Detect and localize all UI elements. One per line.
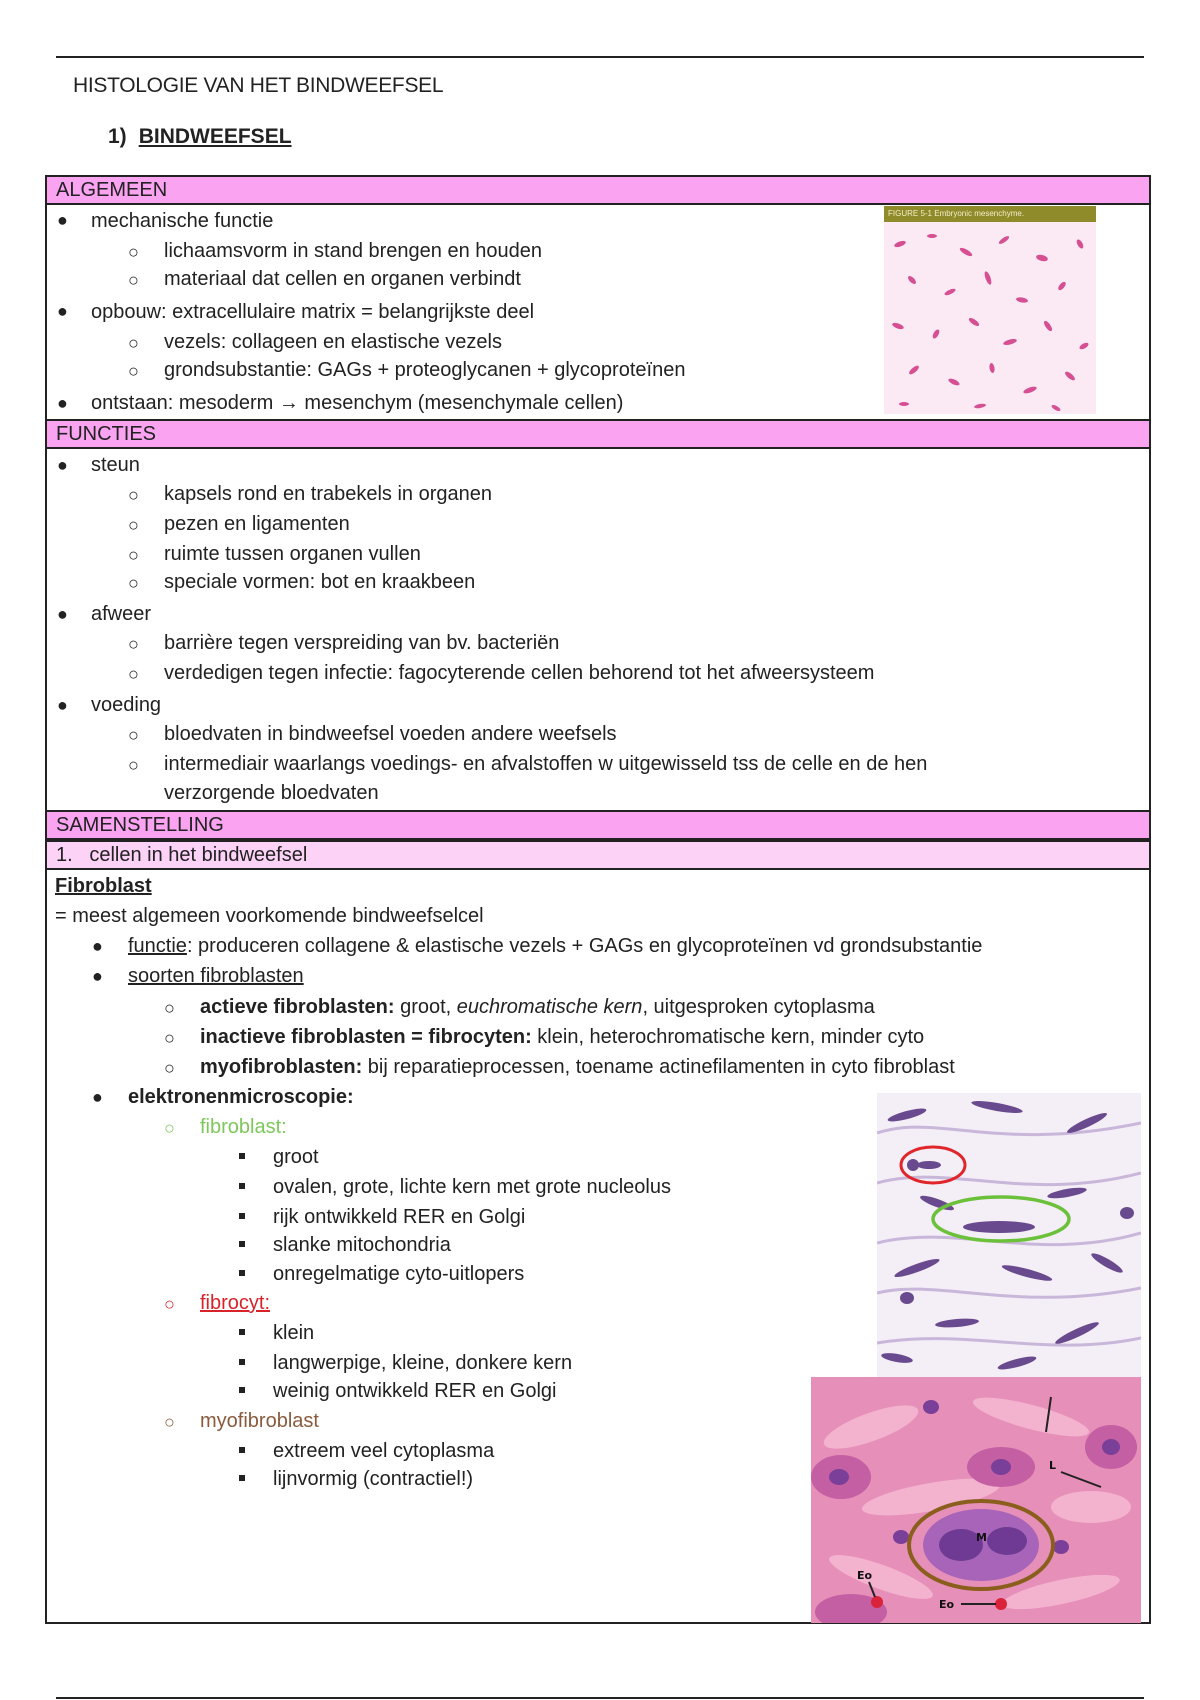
bullet-dot: ● [57,695,68,715]
mesenchyme-micrograph [884,222,1096,414]
fibroblast-title: Fibroblast [55,875,152,897]
bottom-rule [56,1697,1144,1699]
circle-bullet: ○ [128,515,139,535]
sub-heading-text: cellen in het bindweefsel [89,844,308,866]
list-item: onregelmatige cyto-uitlopers [273,1263,525,1285]
section-heading [108,125,292,149]
list-item: barrière tegen verspreiding van bv. bacteriën [164,632,560,654]
list-item: intermediair waarlangs voedings- en afvalstoffen w uitgewisseld tss de celle en de hen [164,753,928,775]
circle-bullet: ○ [164,1058,175,1078]
myo-label: myofibroblasten: [200,1056,363,1078]
circle-bullet: ○ [128,333,139,353]
circle-bullet: ○ [128,361,139,381]
myofibroblast-micrograph [811,1377,1141,1623]
bullet-dot: ● [57,393,68,413]
circle-bullet: ○ [164,998,175,1018]
actief-line [200,994,875,1020]
bullet-dot: ● [92,936,103,956]
square-bullet [239,1213,245,1219]
circle-bullet: ○ [128,573,139,593]
algemeen-heading: ALGEMEEN [45,175,1151,205]
square-bullet [239,1329,245,1335]
sub-number: 1. [56,844,73,866]
square-bullet [239,1359,245,1365]
bullet-dot: ● [92,1087,103,1107]
list-item: kapsels rond en trabekels in organen [164,483,492,505]
list-item: klein [273,1322,315,1344]
bullet-dot: ● [57,210,68,230]
list-item: verdedigen tegen infectie: fagocyterende cellen behorend tot het afweersysteem [164,662,875,684]
section-number: 1) [108,125,127,148]
list-item: extreem veel cytoplasma [273,1440,495,1462]
functie-line [128,933,982,959]
circle-bullet: ○ [128,242,139,262]
square-bullet [239,1475,245,1481]
samenstelling-heading: SAMENSTELLING [45,810,1151,840]
inactief-line [200,1024,924,1050]
list-item: rijk ontwikkeld RER en Golgi [273,1206,526,1228]
list-item: speciale vormen: bot en kraakbeen [164,571,476,593]
bullet-dot: ● [57,455,68,475]
actief-label: actieve fibroblasten: [200,996,395,1018]
bullet-dot: ● [57,301,68,321]
circle-bullet: ○ [128,270,139,290]
micro-label-eo-right: Eo [939,1598,955,1611]
em-label: elektronenmicroscopie: [128,1086,354,1108]
actief-italic: euchromatische kern [456,996,643,1018]
myo-text: bij reparatieprocessen, toename actinefilamenten in cyto fibroblast [362,1056,955,1078]
circle-bullet: ○ [164,1118,175,1138]
circle-bullet: ○ [128,664,139,684]
mesenchyme-figure [884,206,1096,414]
circle-bullet: ○ [128,545,139,565]
circle-bullet: ○ [128,485,139,505]
list-item: mechanische functie [91,210,274,232]
circle-bullet: ○ [164,1412,175,1432]
list-item: vezels: collageen en elastische vezels [164,331,502,353]
list-item-continuation: verzorgende bloedvaten [164,782,379,804]
list-item: slanke mitochondria [273,1234,451,1256]
inactief-label: inactieve fibroblasten = fibrocyten: [200,1026,532,1048]
list-item: lijnvormig (contractiel!) [273,1468,474,1490]
micro-label-m: M [976,1531,987,1544]
list-item: groot [273,1146,319,1168]
em-fibroblast-label: fibroblast: [200,1116,287,1138]
actief-text: groot, [394,996,457,1018]
myo-line [200,1054,955,1080]
figure-caption: FIGURE 5-1 Embryonic mesenchyme. [888,209,1025,218]
myofibroblast-micrograph-image [811,1377,1141,1623]
list-item: lichaamsvorm in stand brengen en houden [164,240,543,262]
square-bullet [239,1447,245,1453]
circle-bullet: ○ [128,755,139,775]
micro-label-l: L [1049,1459,1057,1472]
functie-label: functie [128,935,187,957]
circle-bullet: ○ [128,634,139,654]
actief-text2: , uitgesproken cytoplasma [642,996,875,1018]
list-item: materiaal dat cellen en organen verbindt [164,268,521,290]
fibroblast-definition: = meest algemeen voorkomende bindweefselcel [55,905,484,927]
functie-text: : produceren collagene & elastische vezels + GAGs en glycoproteïnen vd grondsubstantie [186,935,983,957]
square-bullet [239,1270,245,1276]
square-bullet [239,1183,245,1189]
functies-heading: FUNCTIES [45,419,1151,449]
list-item: langwerpige, kleine, donkere kern [273,1352,573,1374]
bullet-dot: ● [57,604,68,624]
circle-bullet: ○ [128,725,139,745]
circle-bullet: ○ [164,1294,175,1314]
list-item: ovalen, grote, lichte kern met grote nucleolus [273,1176,671,1198]
document-title: HISTOLOGIE VAN HET BINDWEEFSEL [73,74,444,97]
list-item: afweer [91,603,152,625]
list-item: bloedvaten in bindweefsel voeden andere weefsels [164,723,617,745]
list-item: steun [91,454,140,476]
list-item: ontstaan: mesoderm → mesenchym (mesenchymale cellen) [91,392,624,414]
inactief-text: klein, heterochromatische kern, minder cyto [531,1026,925,1048]
square-bullet [239,1387,245,1393]
square-bullet [239,1241,245,1247]
section-title: BINDWEEFSEL [138,125,292,148]
top-rule [56,56,1144,58]
em-myofibroblast-label: myofibroblast [200,1410,319,1432]
soorten-label: soorten fibroblasten [128,965,304,987]
list-item: voeding [91,694,162,716]
square-bullet [239,1153,245,1159]
circle-bullet: ○ [164,1028,175,1048]
list-item: grondsubstantie: GAGs + proteoglycanen + glycoproteïnen [164,359,686,381]
list-item: opbouw: extracellulaire matrix = belangrijkste deel [91,301,535,323]
list-item: ruimte tussen organen vullen [164,543,421,565]
list-item: weinig ontwikkeld RER en Golgi [273,1380,557,1402]
micro-label-eo-left: Eo [857,1569,873,1582]
em-fibrocyt-label: fibrocyt: [200,1292,271,1314]
fibroblast-micrograph-image [877,1093,1141,1377]
fibroblast-micrograph [877,1093,1141,1377]
list-item: pezen en ligamenten [164,513,350,535]
bullet-dot: ● [92,966,103,986]
cellen-subheading [45,840,1151,870]
